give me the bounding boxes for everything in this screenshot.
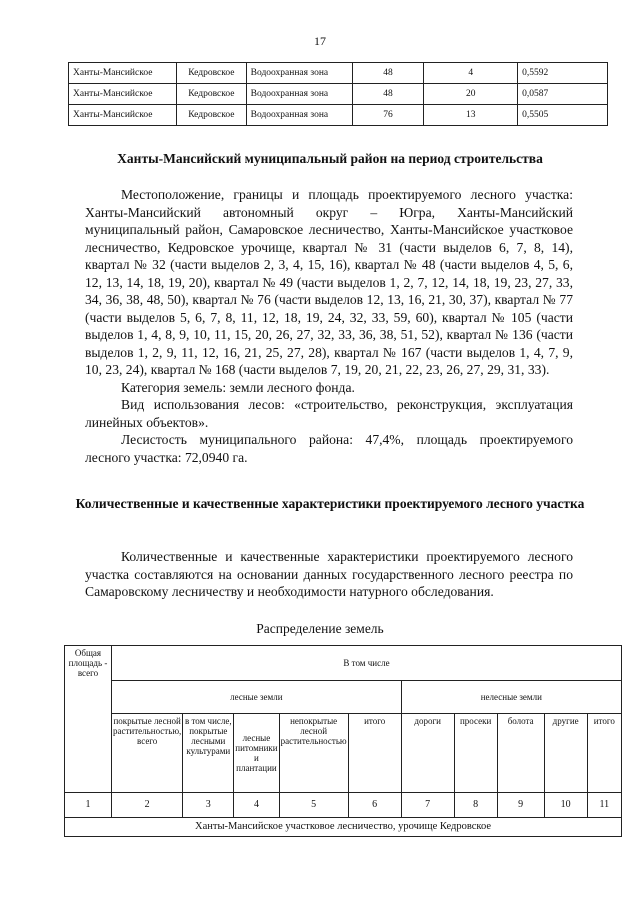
- table-cell: 0,0587: [518, 84, 608, 105]
- table-cell: Водоохранная зона: [246, 63, 352, 84]
- table-cell: 13: [424, 105, 518, 126]
- table-cell: Ханты-Мансийское: [69, 105, 177, 126]
- column-number: 1: [65, 793, 112, 818]
- col-other: другие: [544, 714, 587, 793]
- table-cell: Водоохранная зона: [246, 84, 352, 105]
- section-heading-district: Ханты-Мансийский муниципальный район на период строительства: [117, 151, 543, 166]
- table-cell: Кедровское: [177, 63, 247, 84]
- column-number: 11: [587, 793, 621, 818]
- table-cell: 48: [352, 63, 424, 84]
- col-forest-subtotal: итого: [348, 714, 401, 793]
- table-cell: 48: [352, 84, 424, 105]
- category-paragraph: Категория земель: земли лесного фонда.: [121, 379, 355, 395]
- col-nurseries: лесные питомники и плантации: [234, 714, 279, 793]
- location-paragraph: Местоположение, границы и площадь проектируемого лесного участка: Ханты-Мансийский автономный округ – Югра, Ханты-Мансийский муниципальный район, Самаровское лесничество, Ханты-Мансийское участковое лесничество, Кедровское урочище, квартал № 31 (части выделов 6, 7, 8, 14), квартал № 32 (части выделов 2, 3, 4, 15, 16), квартал № 48 (части выделов 4, 5, 6, 12, 13, 14, 18, 19, 20), квартал № 49 (части выделов 1, 2, 7, 12, 14, 18, 19, 23, 27, 33, 34, 36, 38, 48, 50), квартал № 76 (части выделов 12, 13, 16, 21, 30, 37), квартал № 77 (части выделов 5, 6, 7, 8, 11, 12, 18, 19, 24, 32, 33, 59, 60), квартал № 105 (части выделов 1, 4, 8, 9, 10, 11, 15, 20, 26, 27, 32, 33, 36, 38, 51, 52), квартал № 136 (части выделов 1, 2, 9, 11, 12, 16, 21, 25, 27, 28), квартал № 167 (части выделов 1, 4, 7, 9, 10, 23, 24), квартал № 168 (части выделов 7, 19, 20, 21, 22, 23, 26, 27, 29, 31, 33).: [85, 187, 573, 377]
- forest-plots-table: [68, 62, 608, 126]
- page-number: 17: [314, 34, 326, 48]
- usage-paragraph: Вид использования лесов: «строительство, реконструкция, эксплуатация линейных объектов».: [85, 397, 573, 430]
- table-row: [69, 84, 608, 105]
- table-footer-location: Ханты-Мансийское участковое лесничество, урочище Кедровское: [65, 818, 622, 837]
- table-cell: 0,5505: [518, 105, 608, 126]
- column-number: 8: [454, 793, 497, 818]
- column-number: 3: [183, 793, 234, 818]
- col-nonforest-subtotal: итого: [587, 714, 621, 793]
- header-in-total: В том числе: [112, 646, 622, 681]
- table-cell: 76: [352, 105, 424, 126]
- column-number: 10: [544, 793, 587, 818]
- table-cell: 20: [424, 84, 518, 105]
- table-caption: Распределение земель: [256, 621, 384, 636]
- col-forest-cultures: в том числе, покрытые лесными культурами: [183, 714, 234, 793]
- column-number: 5: [279, 793, 348, 818]
- table-cell: 0,5592: [518, 63, 608, 84]
- column-number: 9: [497, 793, 544, 818]
- section-heading-characteristics: Количественные и качественные характеристики проектируемого лесного участка: [75, 496, 585, 511]
- characteristics-paragraph: Количественные и качественные характеристики проектируемого лесного участка составляются на основании данных государственного лесного реестра по Самаровскому лесничеству и необходимости натурного обследования.: [85, 549, 573, 599]
- column-number: 7: [401, 793, 454, 818]
- table-cell: Кедровское: [177, 84, 247, 105]
- table-cell: Ханты-Мансийское: [69, 63, 177, 84]
- column-number: 2: [112, 793, 183, 818]
- forest-cover-paragraph: Лесистость муниципального района: 47,4%, площадь проектируемого лесного участка: 72,0940 га.: [85, 432, 573, 465]
- section-description: [85, 186, 573, 466]
- col-roads: дороги: [401, 714, 454, 793]
- table-cell: Кедровское: [177, 105, 247, 126]
- col-swamps: болота: [497, 714, 544, 793]
- table-row: [69, 63, 608, 84]
- column-number: 6: [348, 793, 401, 818]
- col-clearings: просеки: [454, 714, 497, 793]
- header-forest-lands: лесные земли: [112, 681, 402, 714]
- header-nonforest-lands: нелесные земли: [401, 681, 621, 714]
- table-cell: Водоохранная зона: [246, 105, 352, 126]
- col-total-area: Общая площадь - всего: [65, 646, 112, 793]
- col-forest-covered: покрытые лесной растительностью, всего: [112, 714, 183, 793]
- table-cell: 4: [424, 63, 518, 84]
- col-not-covered: непокрытые лесной растительностью: [279, 714, 348, 793]
- table-cell: Ханты-Мансийское: [69, 84, 177, 105]
- land-distribution-table: [64, 645, 622, 837]
- column-number: 4: [234, 793, 279, 818]
- table-row: [69, 105, 608, 126]
